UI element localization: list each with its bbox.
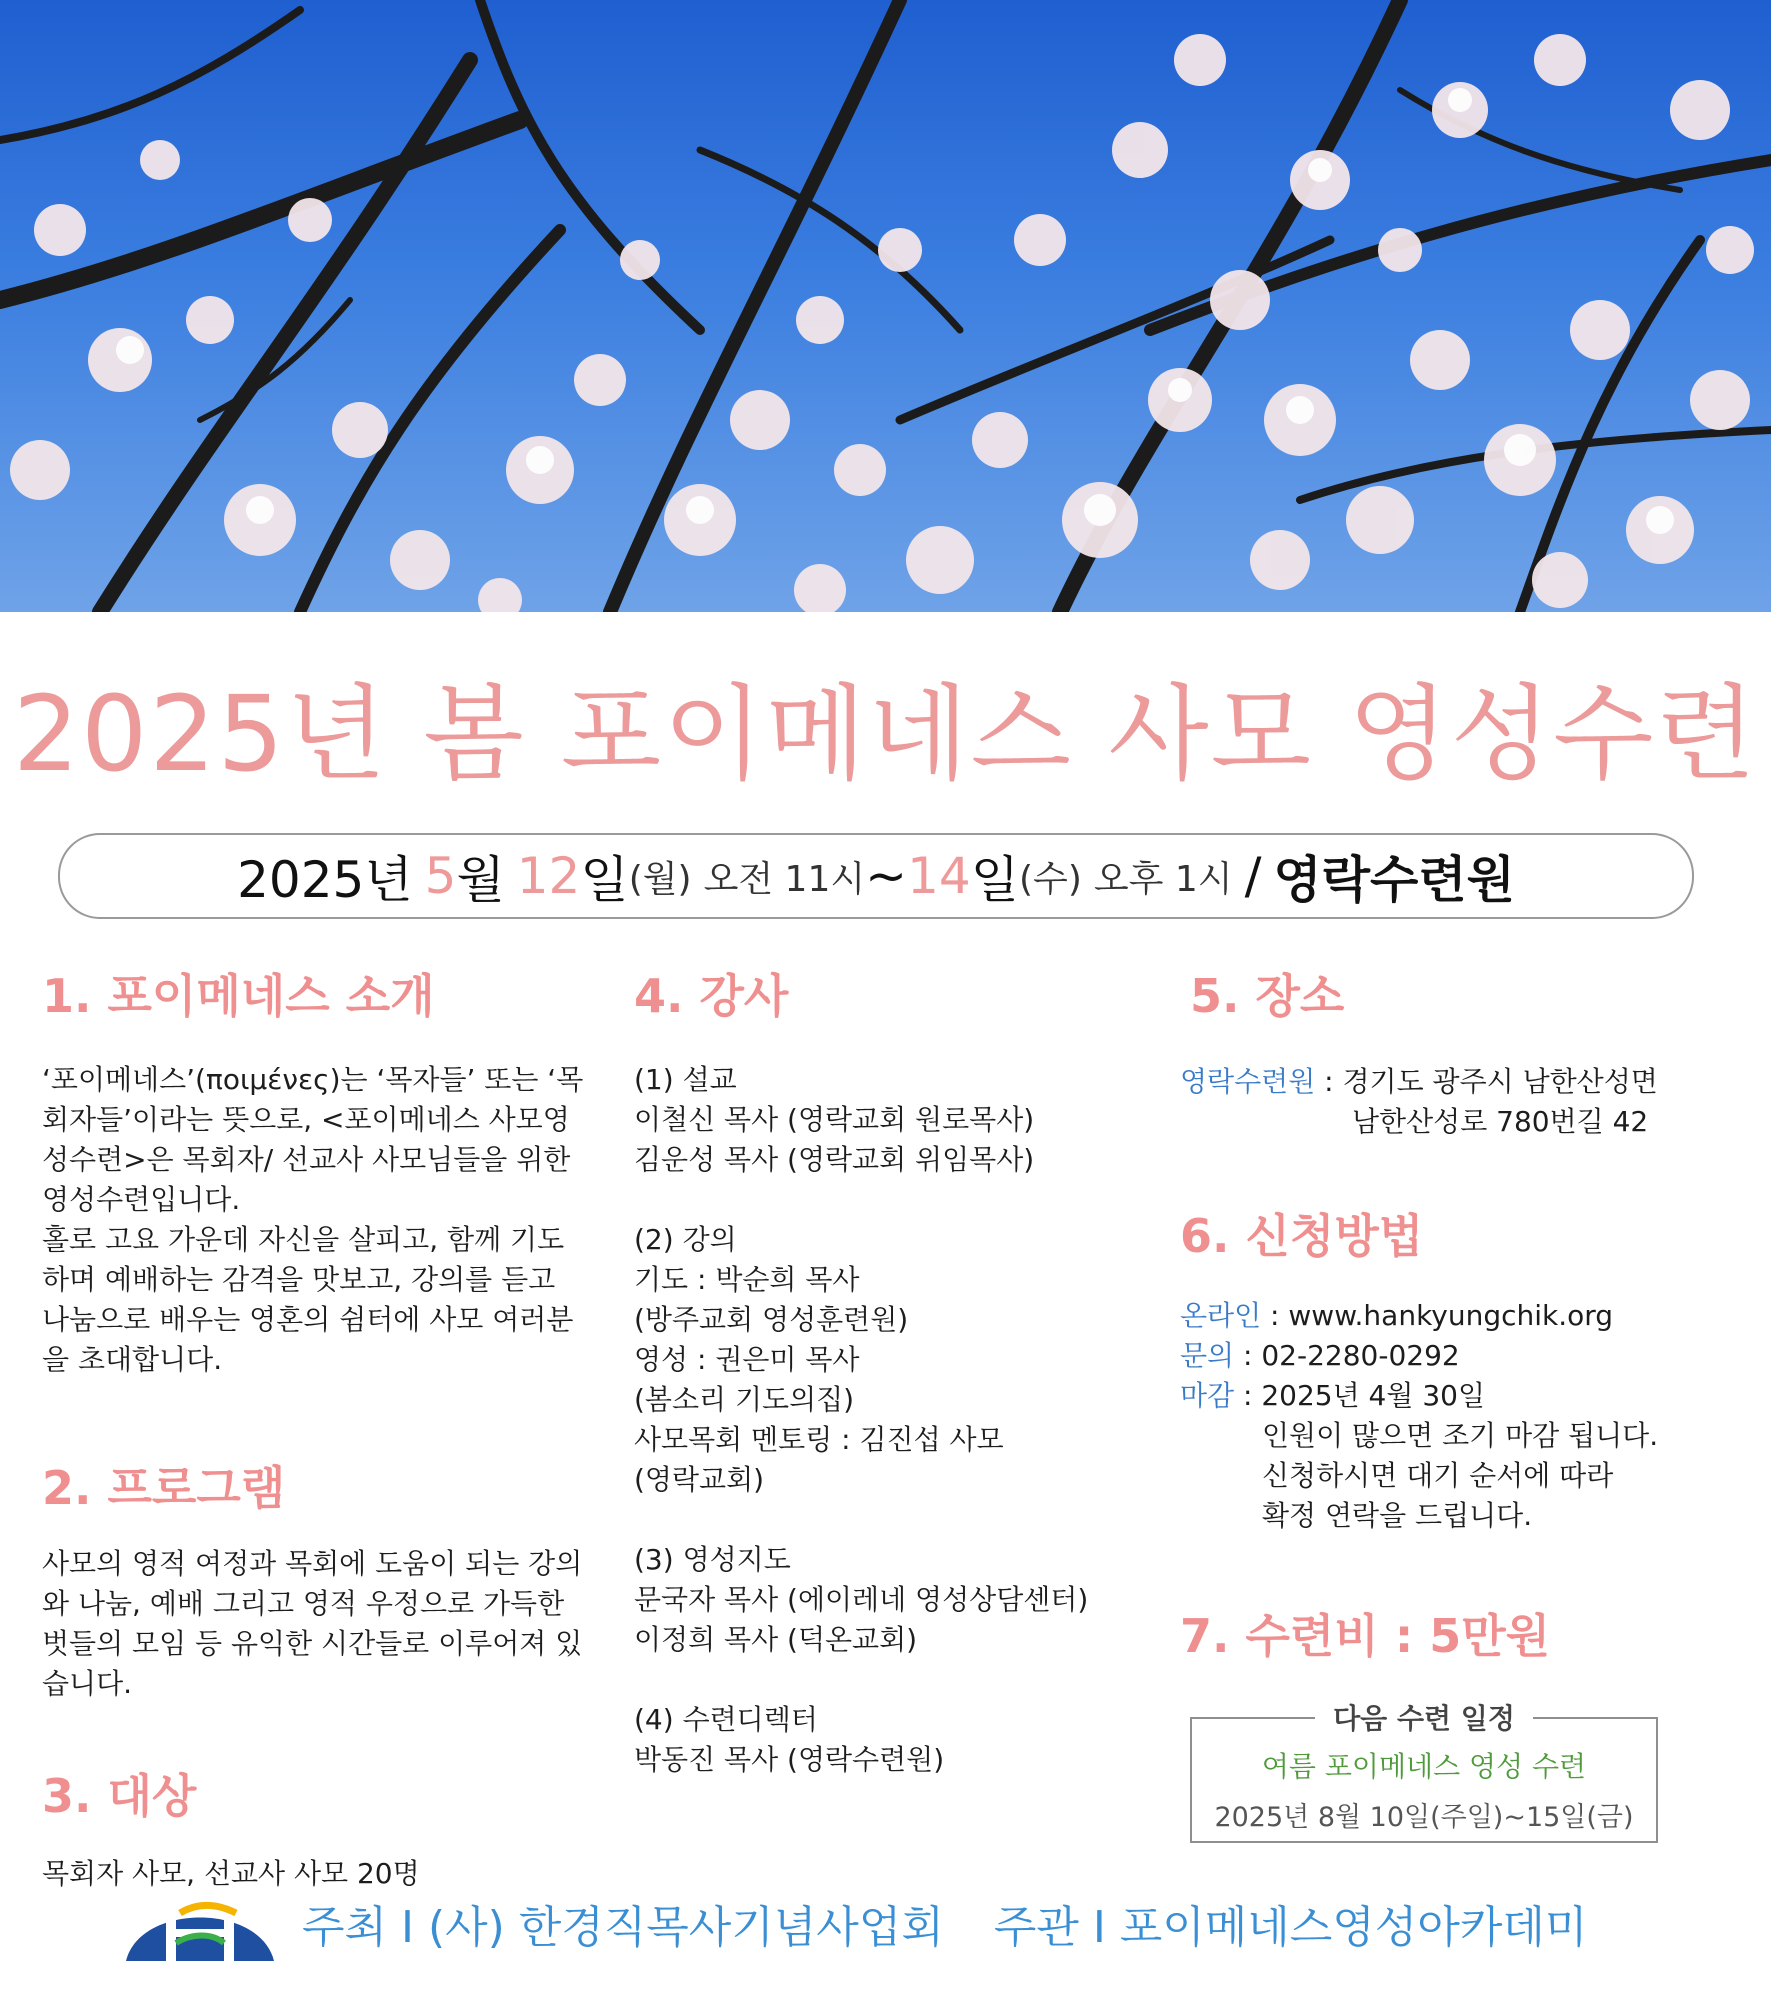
left-column	[42, 960, 602, 1894]
page-title: 2025년 봄 포이메네스 사모 영성수련	[13, 673, 1758, 795]
program-body: 사모의 영적 여정과 목회에 도움이 되는 강의 와 나눔, 예배 그리고 영적 우정으로 가득한 벗들의 모임 등 유익한 시간들로 이루어져 있 습니다.	[42, 1547, 583, 1700]
speakers-group-sermon	[634, 1060, 1154, 1180]
date-end-time: 오후 1시	[1093, 858, 1233, 900]
location-label: 영락수련원	[1180, 1065, 1316, 1098]
speakers-group-label: (4) 수련디렉터	[634, 1703, 818, 1736]
date-venue-band	[58, 833, 1694, 919]
apply-online-link[interactable]: : www.hankyungchik.org	[1261, 1299, 1614, 1332]
date-year: 2025년	[237, 851, 413, 909]
footer	[120, 1883, 1587, 1963]
middle-column	[634, 960, 1154, 1780]
location-address-line2: 남한산성로 780번길 42	[1352, 1105, 1649, 1138]
apply-deadline-date: : 2025년 4월 30일	[1234, 1379, 1485, 1412]
date-tilde: ~	[865, 847, 908, 905]
date-start-weekday: (월)	[628, 858, 692, 900]
apply-details	[1180, 1296, 1740, 1536]
location-address-line1: 경기도 광주시 남한산성면	[1342, 1065, 1658, 1098]
next-schedule-box	[1190, 1702, 1658, 1843]
next-schedule-date: 2025년 8월 10일(주일)~15일(금)	[1214, 1802, 1634, 1833]
speakers-group-lines: 문국자 목사 (에이레네 영성상담센터) 이정희 목사 (덕온교회)	[634, 1583, 1089, 1656]
apply-note: 인원이 많으면 조기 마감 됩니다. 신청하시면 대기 순서에 따라 확정 연락을 드립니다.	[1262, 1419, 1659, 1532]
date-end-day-number: 14	[907, 847, 971, 905]
speakers-group-lines: 기도 : 박순희 목사 (방주교회 영성훈련원) 영성 : 권은미 목사 (봄소리 기도의집) 사모목회 멘토링 : 김진섭 사모 (영락교회)	[634, 1263, 1004, 1496]
apply-contact-label: 문의	[1180, 1339, 1235, 1372]
apply-heading: 6. 신청방법	[1180, 1209, 1424, 1263]
location-details	[1180, 1062, 1740, 1142]
speakers-heading: 4. 강사	[634, 969, 789, 1023]
speakers-group-lines: 박동진 목사 (영락수련원)	[634, 1743, 945, 1776]
speakers-group-director	[634, 1700, 1154, 1780]
apply-contact-phone[interactable]: : 02-2280-0292	[1234, 1339, 1460, 1372]
program-heading: 2. 프로그램	[42, 1461, 286, 1515]
speakers-group-lecture	[634, 1220, 1154, 1500]
date-start-day-unit: 일	[580, 851, 629, 909]
org-logo-icon	[120, 1883, 280, 1963]
speakers-group-label: (1) 설교	[634, 1063, 737, 1096]
date-start-time: 오전 11시	[703, 858, 866, 900]
speakers-group-label: (3) 영성지도	[634, 1543, 791, 1576]
speakers-group-label: (2) 강의	[634, 1223, 737, 1256]
date-start-day-number: 12	[516, 847, 581, 905]
hero-photo-cherry-blossoms	[0, 0, 1771, 612]
blossom-illustration	[0, 0, 1771, 612]
speakers-group-lines: 이철신 목사 (영락교회 원로목사) 김운성 목사 (영락교회 위임목사)	[634, 1103, 1035, 1176]
fee-heading: 7. 수련비 : 5만원	[1180, 1609, 1551, 1663]
date-month-unit: 월	[456, 851, 505, 909]
next-schedule-heading: 다음 수련 일정	[1315, 1702, 1533, 1735]
location-colon: :	[1315, 1065, 1343, 1098]
date-end-day-unit: 일	[970, 851, 1019, 909]
footer-organizer: 주관 I 포이메네스영성아카데미	[993, 1902, 1588, 1953]
date-end-weekday: (수)	[1019, 858, 1082, 900]
footer-host: 주최 I (사) 한경직목사기념사업회	[302, 1902, 944, 1953]
target-body: 목회자 사모, 선교사 사모 20명	[42, 1857, 420, 1890]
right-column	[1180, 960, 1740, 1666]
location-heading: 5. 장소	[1190, 969, 1345, 1023]
date-slash: /	[1244, 847, 1262, 905]
intro-heading: 1. 포이메네스 소개	[42, 969, 435, 1023]
next-schedule-title: 여름 포이메네스 영성 수련	[1261, 1750, 1587, 1783]
target-heading: 3. 대상	[42, 1769, 197, 1823]
speakers-group-direction	[634, 1540, 1154, 1660]
apply-online-label: 온라인	[1180, 1299, 1262, 1332]
intro-body: ‘포이메네스’(ποιμένες)는 ‘목자들’ 또는 ‘목 회자들’이라는 뜻으로, <포이메네스 사모영 성수련>은 목회자/ 선교사 사모님들을 위한 영성수련입니다. 홀로 고요 가운데 자신을 살피고, 함께 기도 하며 예배하는 감격을 맛보고, 강의를 듣고 나눔으로 배우는 영혼의 쉼터에 사모 여러분 을 초대합니다.	[42, 1063, 584, 1376]
date-month-number: 5	[424, 847, 457, 905]
date-venue: 영락수련원	[1273, 851, 1515, 909]
apply-deadline-label: 마감	[1180, 1379, 1235, 1412]
